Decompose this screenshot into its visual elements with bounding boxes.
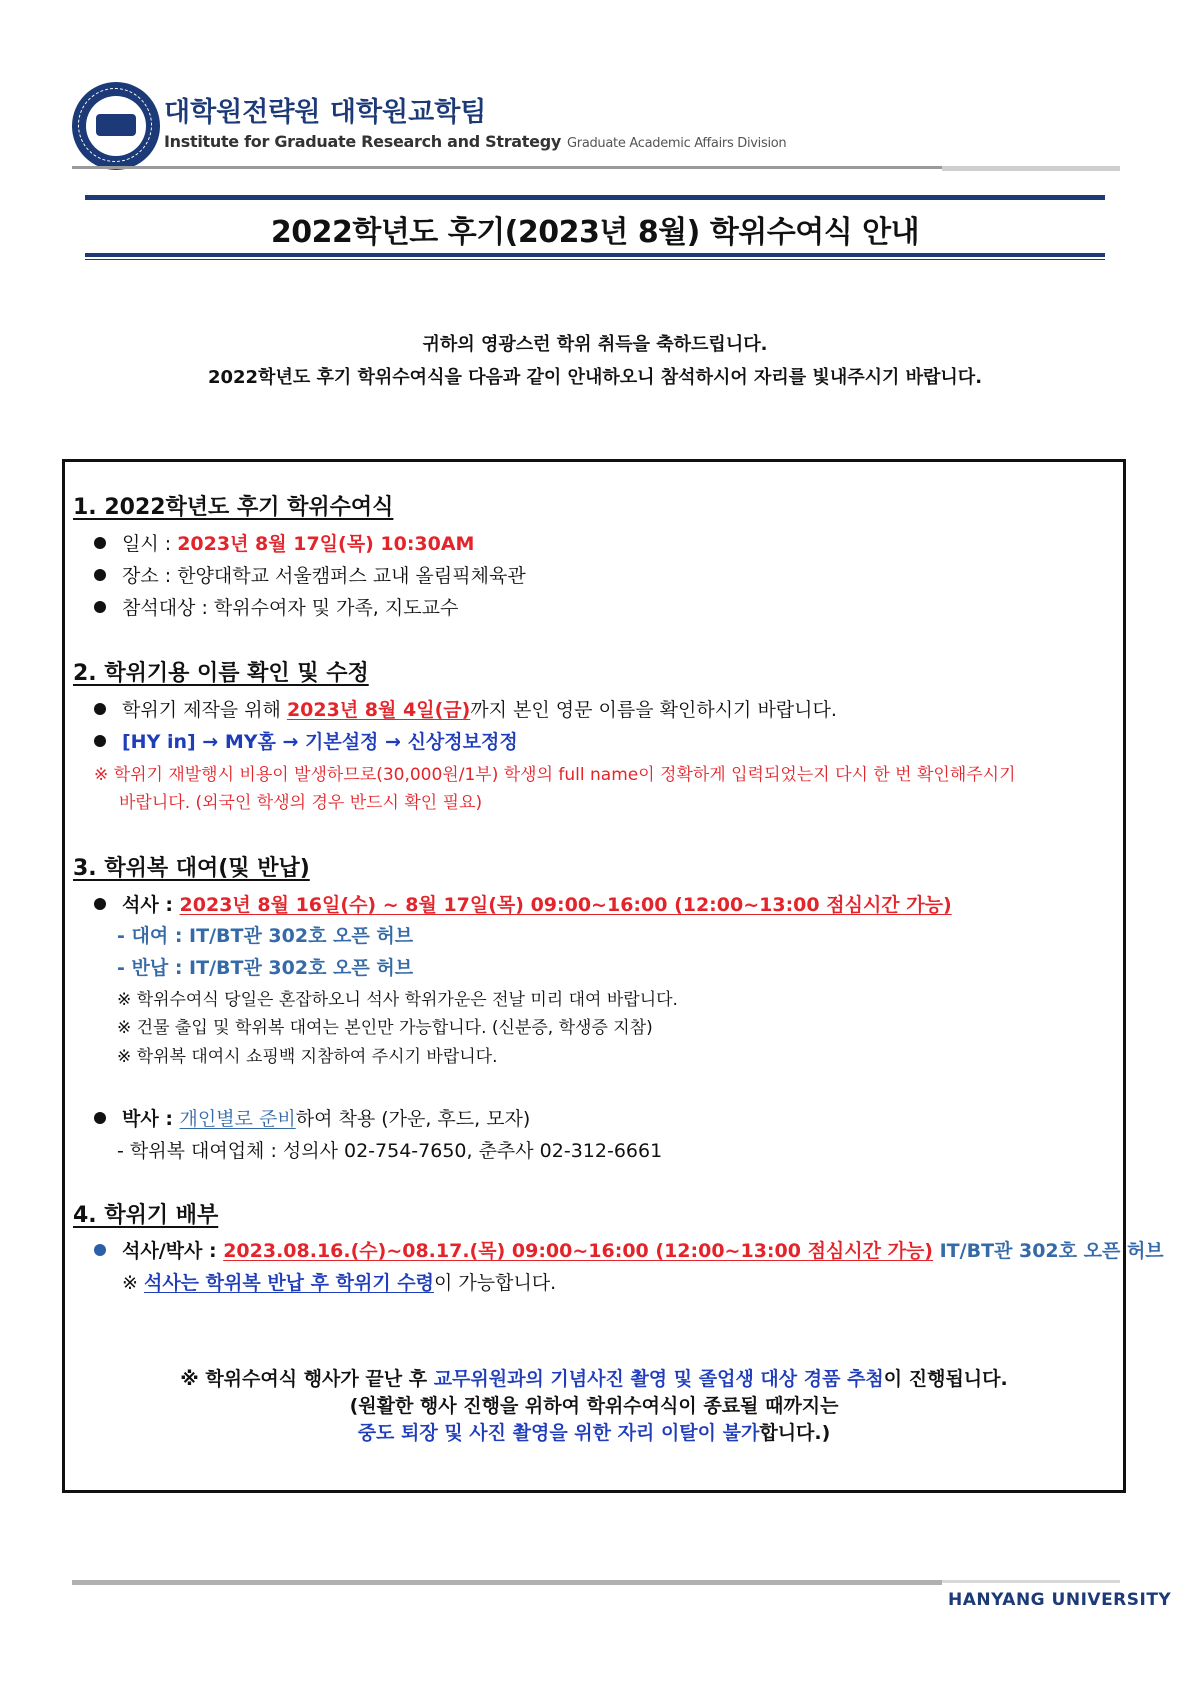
closing-line-1-post: 이 진행됩니다. [883, 1368, 1008, 1390]
division-name-english: Graduate Academic Affairs Division [567, 136, 787, 151]
master-gown-period [122, 890, 952, 917]
diploma-distribution [122, 1236, 1164, 1263]
name-check-deadline: 2023년 8월 4일(금) [286, 699, 471, 721]
gown-note-1: ※ 학위수여식 당일은 혼잡하오니 석사 학위가운은 전날 미리 대여 바랍니다. [117, 990, 678, 1010]
closing-line-3-post: 합니다.) [759, 1422, 831, 1444]
closing-line-3-highlight: 중도 퇴장 및 사진 촬영을 위한 자리 이탈이 불가 [357, 1422, 760, 1444]
section-1-heading: 1. 2022학년도 후기 학위수여식 [73, 495, 394, 520]
diploma-distribution-place: IT/BT관 302호 오픈 허브 [933, 1240, 1164, 1262]
name-check-instruction [122, 695, 837, 722]
closing-line-3 [62, 1418, 1126, 1445]
master-gown-label: 석사 : [122, 894, 180, 916]
gown-return-location: - 반납 : IT/BT관 302호 오픈 허브 [117, 957, 414, 979]
bullet-icon [94, 703, 106, 715]
portal-menu-path: [HY in] → MY홈 → 기본설정 → 신상정보정정 [122, 731, 518, 753]
bullet-icon [94, 898, 106, 910]
ceremony-date-label: 일시 : [122, 533, 178, 555]
header-divider-accent [942, 166, 1120, 171]
name-check-post: 까지 본인 영문 이름을 확인하시기 바랍니다. [470, 699, 837, 721]
diploma-note-highlight: 석사는 학위복 반납 후 학위기 수령 [143, 1272, 434, 1294]
doctor-gown-value: 개인별로 준비 [179, 1108, 296, 1130]
intro-line-1: 귀하의 영광스런 학위 취득을 축하드립니다. [422, 334, 768, 355]
seal-core [96, 114, 136, 136]
intro-line-2: 2022학년도 후기 학위수여식을 다음과 같이 안내하오니 참석하시어 자리를 빛내주시기 바랍니다. [207, 367, 983, 388]
gown-vendor-contacts: - 학위복 대여업체 : 성의사 02-754-7650, 춘추사 02-312-6661 [117, 1140, 663, 1162]
diploma-distribution-label: 석사/박사 : [122, 1240, 224, 1262]
title-rule-bottom [85, 253, 1105, 257]
reissue-fee-note: ※ 학위기 재발행시 비용이 발생하므로(30,000원/1부) 학생의 full name이 정확하게 입력되었는지 다시 한 번 확인해주시기 [94, 765, 1016, 785]
name-check-pre: 학위기 제작을 위해 [122, 699, 287, 721]
reissue-fee-note-cont: 바랍니다. (외국인 학생의 경우 반드시 확인 필요) [119, 793, 483, 813]
bullet-icon [94, 569, 106, 581]
section-4-heading: 4. 학위기 배부 [73, 1203, 219, 1228]
closing-line-1-highlight: 교무위원과의 기념사진 촬영 및 졸업생 대상 경품 추첨 [433, 1368, 884, 1390]
diploma-note-pre: ※ [122, 1272, 144, 1294]
gown-rental-location: - 대여 : IT/BT관 302호 오픈 허브 [117, 925, 414, 947]
diploma-note [122, 1268, 556, 1295]
title-rule-top [85, 195, 1105, 200]
footer-university-name: HANYANG UNIVERSITY [948, 1590, 1172, 1610]
bullet-icon [94, 735, 106, 747]
closing-line-1-pre: ※ 학위수여식 행사가 끝난 후 [180, 1368, 434, 1390]
bullet-icon [94, 601, 106, 613]
ceremony-date-value: 2023년 8월 17일(목) 10:30AM [177, 533, 475, 555]
diploma-distribution-period: 2023.08.16.(수)~08.17.(목) 09:00~16:00 (12:00~13:00 점심시간 가능) [223, 1240, 933, 1262]
doctor-gown-info [122, 1104, 530, 1131]
org-name-english-text: Institute for Graduate Research and Strategy [164, 132, 561, 151]
master-gown-value: 2023년 8월 16일(수) ~ 8월 17일(목) 09:00~16:00 (12:00~13:00 점심시간 가능) [179, 894, 952, 916]
section-3-heading: 3. 학위복 대여(및 반납) [73, 856, 310, 881]
ceremony-place: 장소 : 한양대학교 서울캠퍼스 교내 올림픽체육관 [122, 565, 526, 587]
bullet-icon [94, 1244, 106, 1256]
doctor-gown-label: 박사 : [122, 1108, 180, 1130]
page-title: 2022학년도 후기(2023년 8월) 학위수여식 안내 [270, 215, 920, 250]
org-name-korean: 대학원전략원 대학원교학팀 [164, 97, 487, 128]
header-divider [72, 166, 942, 169]
org-name-english [164, 132, 786, 151]
footer-divider-accent [942, 1580, 1120, 1583]
closing-line-1 [62, 1364, 1126, 1391]
doctor-gown-post: 하여 착용 (가운, 후드, 모자) [295, 1108, 531, 1130]
title-rule-bottom-thin [85, 259, 1105, 260]
section-2-heading: 2. 학위기용 이름 확인 및 수정 [73, 661, 369, 686]
ceremony-attendees: 참석대상 : 학위수여자 및 가족, 지도교수 [122, 597, 459, 619]
closing-line-2: (원활한 행사 진행을 위하여 학위수여식이 종료될 때까지는 [349, 1395, 839, 1417]
university-seal-icon [72, 82, 160, 170]
footer-divider [72, 1580, 942, 1585]
gown-note-2: ※ 건물 출입 및 학위복 대여는 본인만 가능합니다. (신분증, 학생증 지참) [117, 1018, 653, 1038]
ceremony-date [122, 529, 474, 556]
bullet-icon [94, 1112, 106, 1124]
diploma-note-post: 이 가능합니다. [434, 1272, 557, 1294]
bullet-icon [94, 537, 106, 549]
gown-note-3: ※ 학위복 대여시 쇼핑백 지참하여 주시기 바랍니다. [117, 1047, 498, 1067]
